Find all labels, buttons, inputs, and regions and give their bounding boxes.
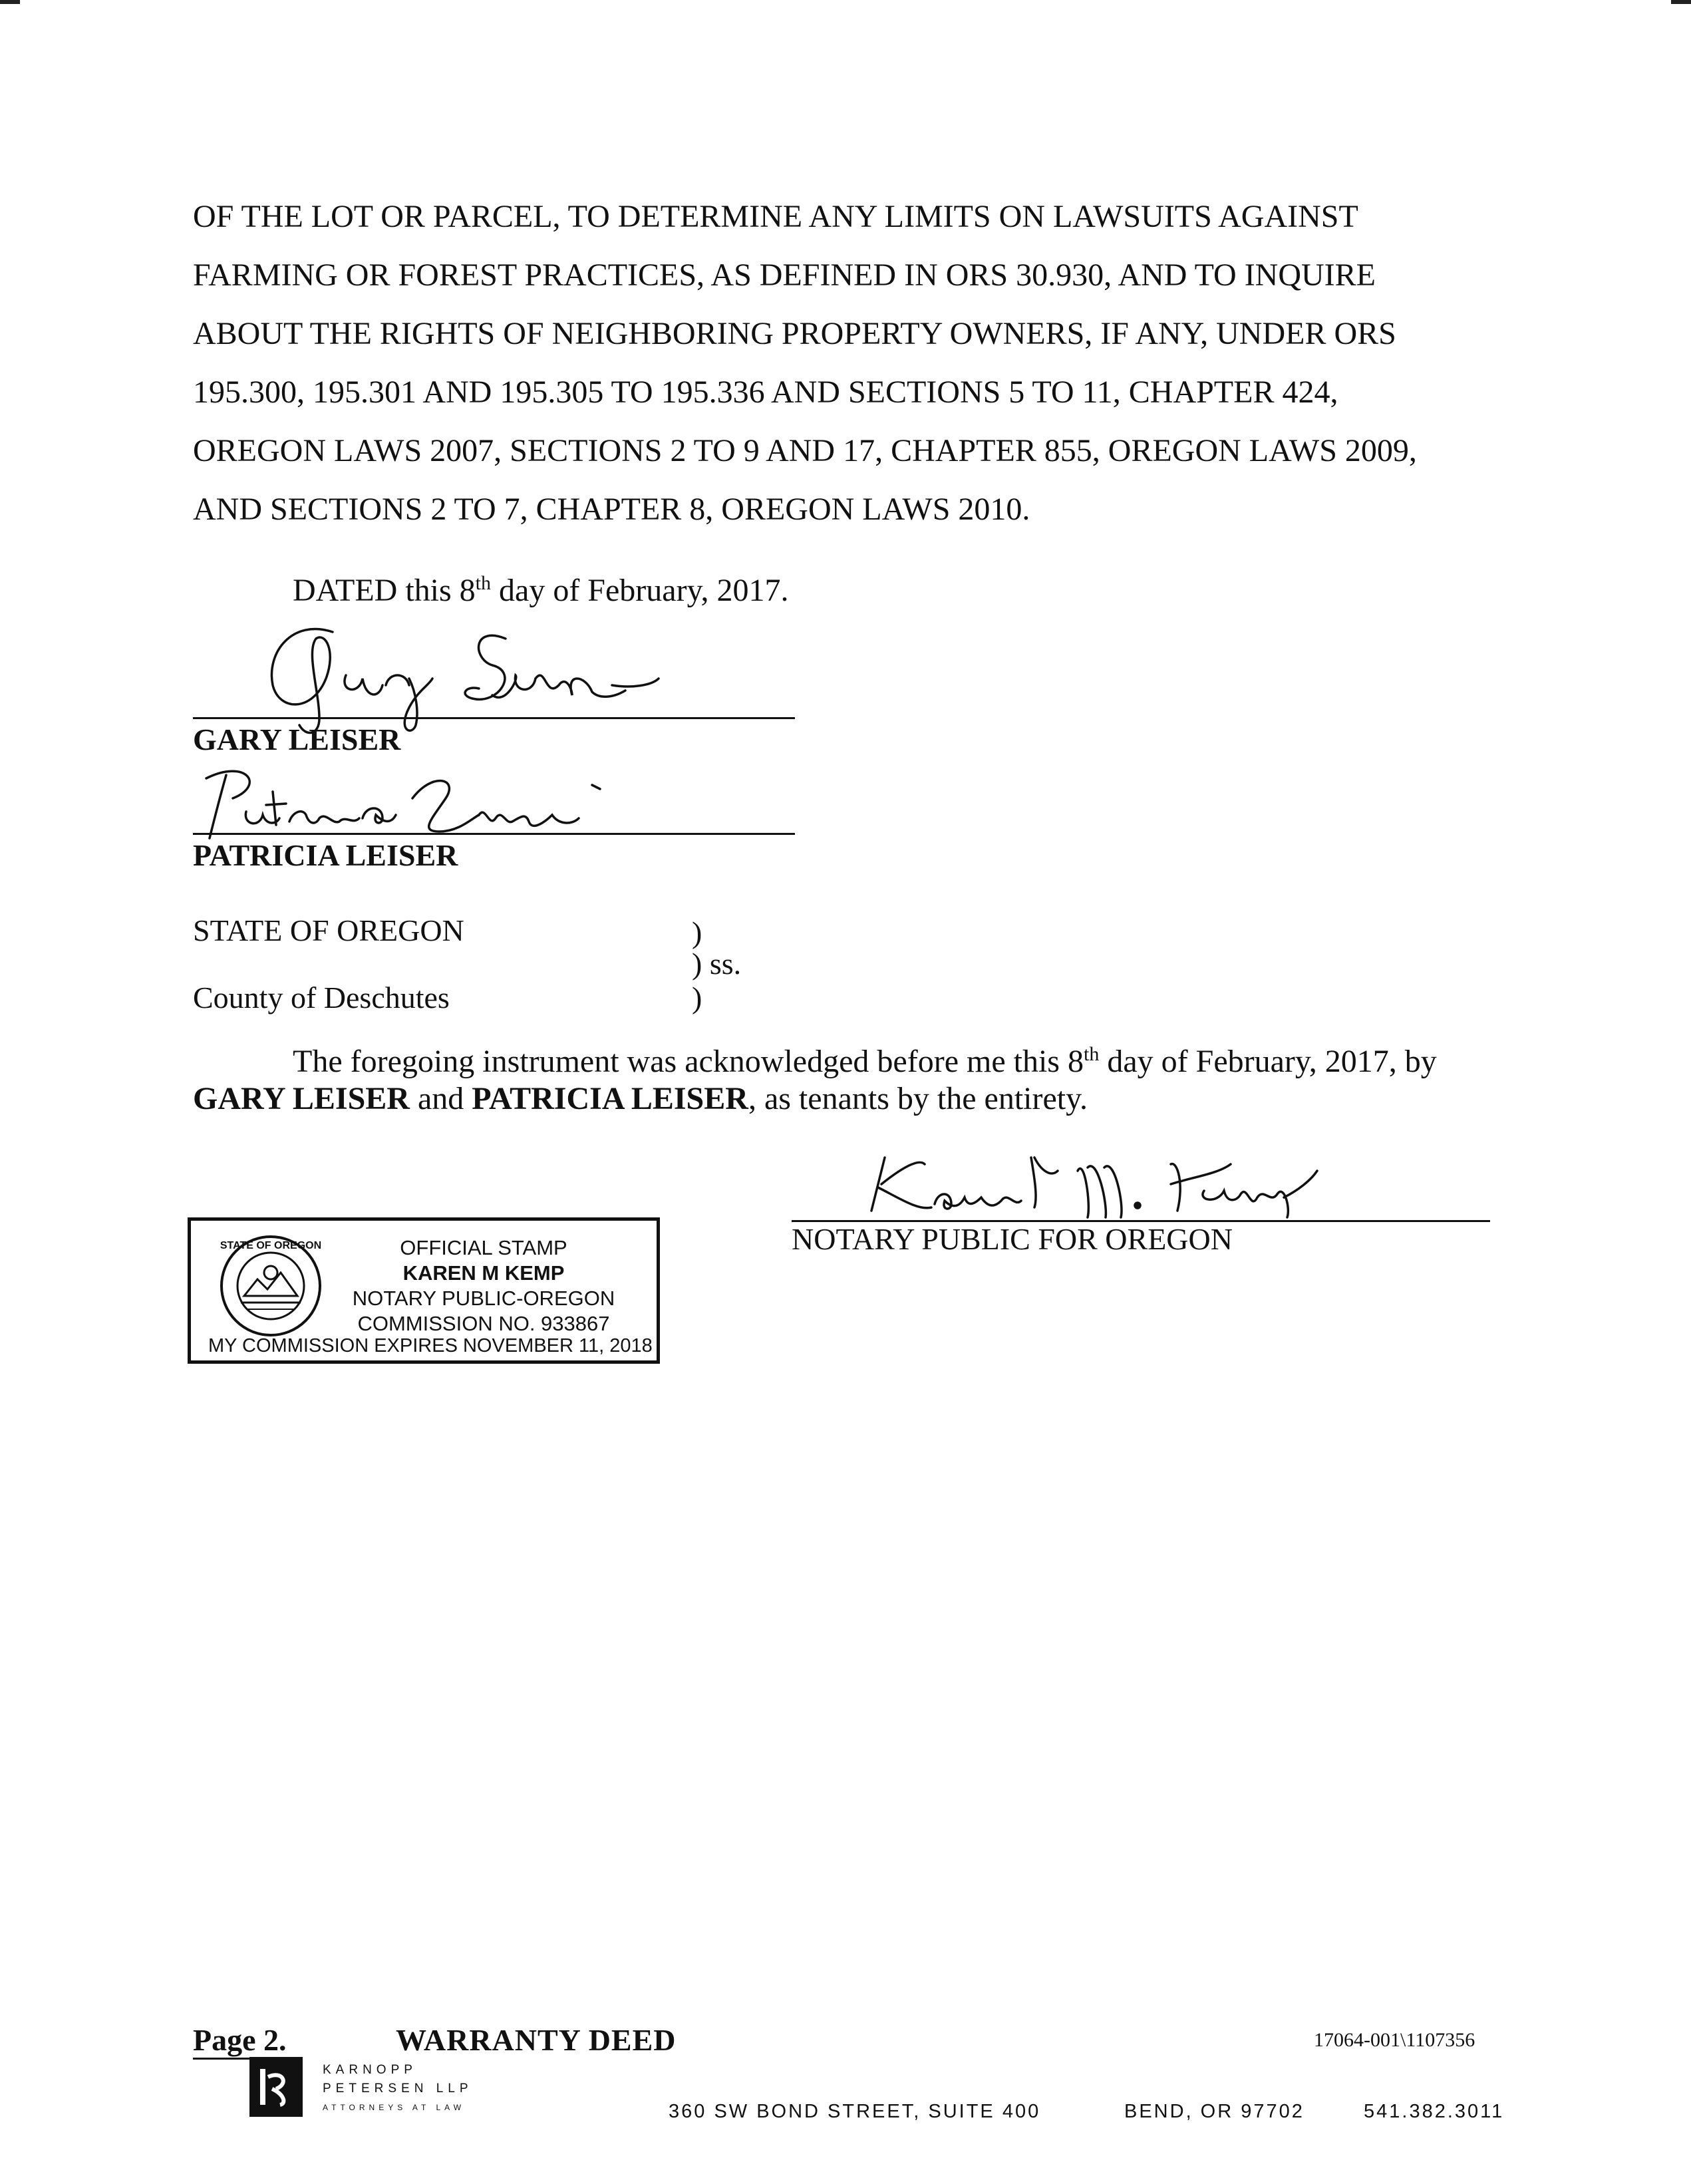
- venue-paren-bottom: ): [692, 981, 702, 1014]
- top-edge-left-mark: [0, 0, 20, 4]
- firm-name-line-2: PETERSEN LLP: [323, 2082, 473, 2096]
- stamp-notary-name: KAREN M KEMP: [402, 1261, 565, 1285]
- firm-name-line-1: KARNOPP: [323, 2063, 417, 2077]
- notary-title: NOTARY PUBLIC FOR OREGON: [792, 1222, 1233, 1256]
- patricia-leiser-signature: [193, 758, 632, 845]
- body-line: OF THE LOT OR PARCEL, TO DETERMINE ANY LIMITS ON LAWSUITS AGAINST: [193, 199, 1358, 234]
- kp-monogram-icon: [249, 2057, 303, 2117]
- venue-ss: ) ss.: [692, 947, 742, 981]
- stamp-text: [324, 1235, 643, 1336]
- page-number: Page 2.: [193, 2023, 287, 2057]
- patricia-signature-line: [193, 833, 795, 835]
- body-line: 195.300, 195.301 AND 195.305 TO 195.336 AND SECTIONS 5 TO 11, CHAPTER 424,: [193, 375, 1338, 410]
- venue-state: STATE OF OREGON: [193, 913, 464, 947]
- stamp-notary-title: NOTARY PUBLIC-OREGON: [352, 1287, 615, 1310]
- body-line: FARMING OR FOREST PRACTICES, AS DEFINED IN ORS 30.930, AND TO INQUIRE: [193, 257, 1376, 293]
- body-line: ABOUT THE RIGHTS OF NEIGHBORING PROPERTY OWNERS, IF ANY, UNDER ORS: [193, 316, 1396, 351]
- page-top-edge: [0, 0, 1691, 5]
- seal-text: STATE OF OREGON: [220, 1240, 322, 1251]
- venue-county: County of Deschutes: [193, 981, 450, 1014]
- body-line: AND SECTIONS 2 TO 7, CHAPTER 8, OREGON LAWS 2010.: [193, 492, 1030, 527]
- document-code: 17064-001\1107356: [1314, 2029, 1475, 2051]
- deed-body-paragraph: [193, 188, 1497, 539]
- firm-city: BEND, OR 97702: [1124, 2101, 1305, 2122]
- document-title: WARRANTY DEED: [396, 2023, 677, 2057]
- stamp-commission-number: COMMISSION NO. 933867: [357, 1312, 610, 1335]
- venue-paren-top: ): [692, 915, 702, 949]
- gary-leiser-signature: [253, 612, 665, 738]
- top-edge-right-mark: [1671, 0, 1691, 4]
- acknowledgment-paragraph: [193, 1043, 1510, 1118]
- gary-leiser-name: GARY LEISER: [193, 722, 401, 756]
- gary-signature-line: [193, 717, 795, 719]
- stamp-expiration: MY COMMISSION EXPIRES NOVEMBER 11, 2018: [208, 1335, 653, 1356]
- firm-logo-icon: [249, 2057, 303, 2117]
- firm-tagline: ATTORNEYS AT LAW: [323, 2103, 466, 2112]
- oregon-seal-icon: [218, 1233, 324, 1339]
- firm-phone: 541.382.3011: [1364, 2101, 1505, 2122]
- official-notary-stamp: [188, 1217, 660, 1364]
- stamp-heading: OFFICIAL STAMP: [400, 1236, 567, 1259]
- notary-signature: [858, 1144, 1364, 1224]
- dated-line: DATED this 8th day of February, 2017.: [293, 572, 789, 608]
- firm-address: 360 SW BOND STREET, SUITE 400: [669, 2101, 1041, 2122]
- patricia-leiser-name: PATRICIA LEISER: [193, 838, 458, 872]
- ack-line-2: GARY LEISER and PATRICIA LEISER, as tenants by the entirety.: [193, 1081, 1088, 1116]
- firm-name: [323, 2061, 473, 2117]
- ack-line-1: The foregoing instrument was acknowledged before me this 8th day of February, 2017, by: [293, 1043, 1437, 1079]
- body-line: OREGON LAWS 2007, SECTIONS 2 TO 9 AND 17, CHAPTER 855, OREGON LAWS 2009,: [193, 433, 1417, 468]
